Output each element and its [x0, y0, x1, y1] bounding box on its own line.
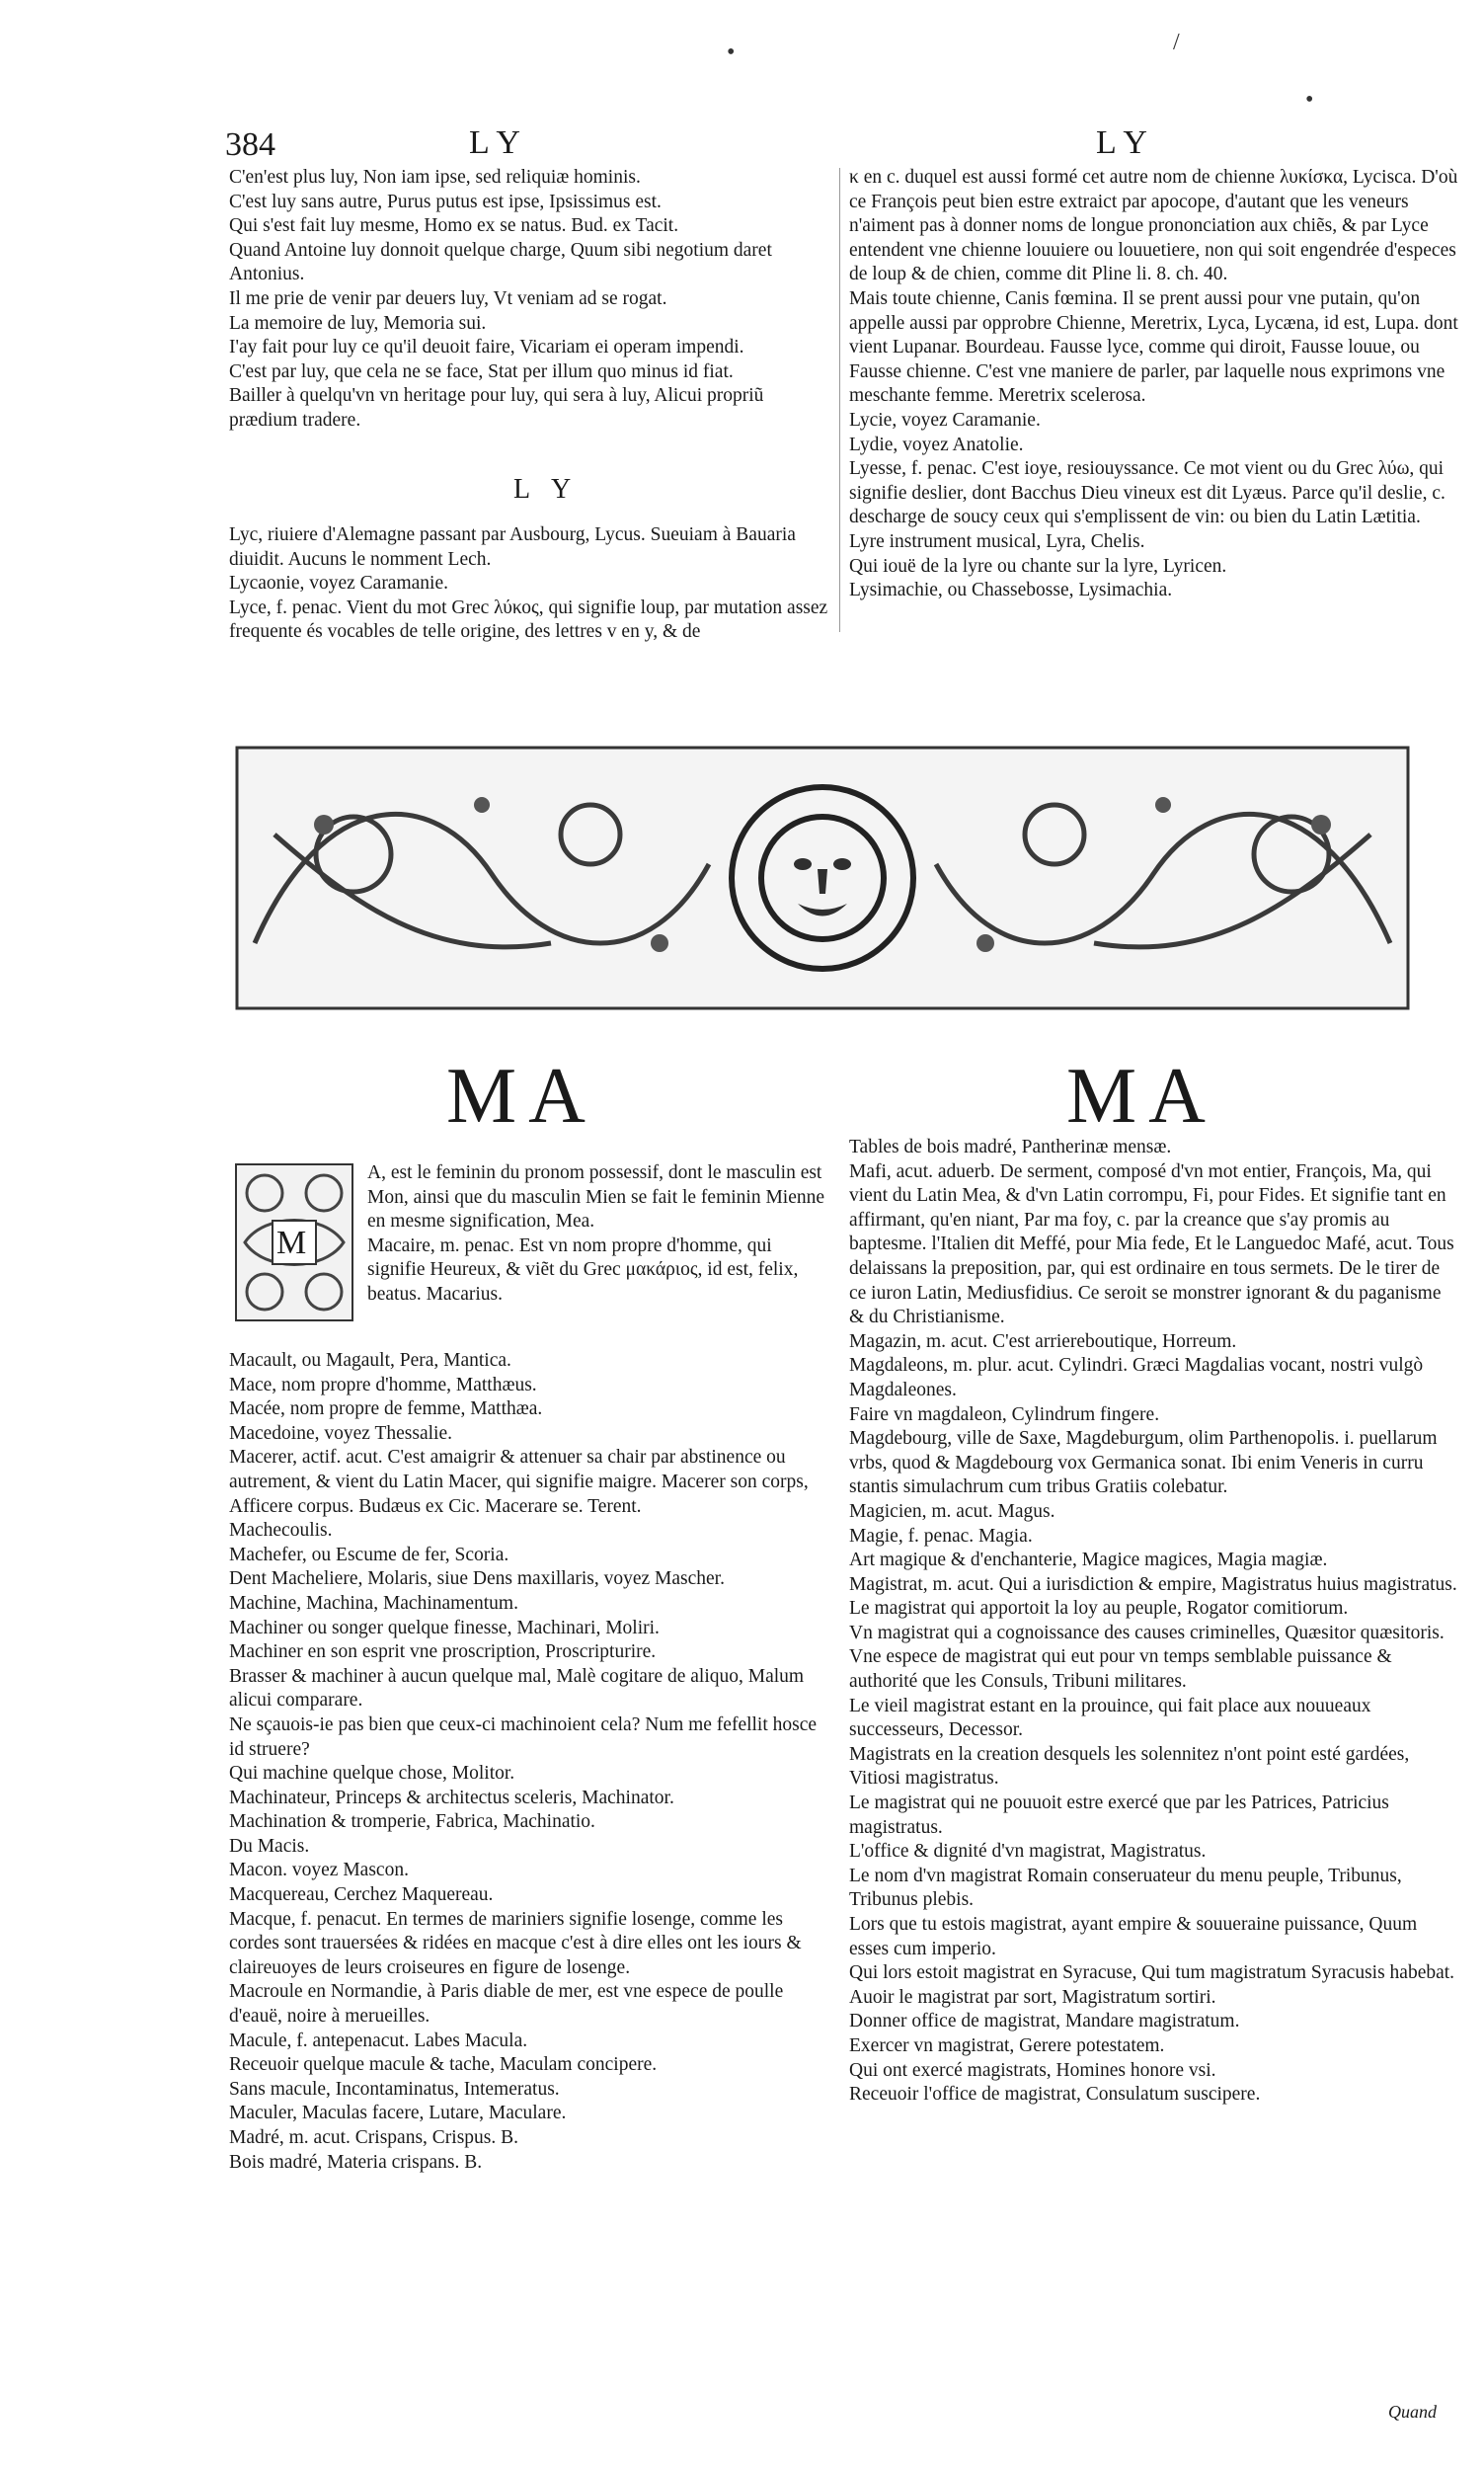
entry: Exercer vn magistrat, Gerere potestatem.	[849, 2034, 1165, 2056]
entry: κ en c. duquel est aussi formé cet autre nom de chienne λυκίσκα, Lycisca. D'où ce François peut bien estre extraict par apocope, d'autant que les veneurs n'aiment pas à donner noms de longue prononciation aux chiẽs, & par Lyce entendent vne chienne louuiere ou louuetiere, non qui soit engendrée d'especes de loup & de chien, comme dit Pline li. 8. ch. 40.	[849, 167, 1458, 285]
entry: Macedoine, voyez Thessalie.	[229, 1422, 452, 1444]
scan-dot: •	[727, 40, 736, 65]
entry: Vne espece de magistrat qui eut pour vn temps semblable puissance & authorité que les Consuls, Tribuni militares.	[849, 1646, 1392, 1693]
entry: Ne sçauois-ie pas bien que ceux-ci machinoient cela? Num me fefellit hosce id struere?	[229, 1713, 818, 1760]
scan-slash: /	[1173, 30, 1180, 55]
entry: Machination & tromperie, Fabrica, Machinatio.	[229, 1811, 595, 1833]
entry: C'est luy sans autre, Purus putus est ipse, Ipsissimus est.	[229, 191, 662, 212]
entry: Madré, m. acut. Crispans, Crispus. B.	[229, 2127, 519, 2148]
entry: Lycaonie, voyez Caramanie.	[229, 573, 448, 595]
ly-left-column	[229, 166, 831, 434]
ma-left-column	[229, 1349, 831, 2175]
entry: Macerer, actif. acut. C'est amaigrir & attenuer sa chair par abstinence ou autrement, & vient du Latin Macer, qui signifie maigre. Macerer son corps, Afficere corpus. Budæus ex Cic. Macerare se. Terent.	[229, 1447, 809, 1517]
ma-right-column	[849, 1136, 1459, 2108]
entry: Machiner en son esprit vne proscription, Proscripturire.	[229, 1641, 657, 1663]
entry: Qui s'est fait luy mesme, Homo ex se natus. Bud. ex Tacit.	[229, 215, 679, 237]
entry: Macault, ou Magault, Pera, Mantica.	[229, 1350, 511, 1371]
entry: Brasser & machiner à aucun quelque mal, Malè cogitare de aliquo, Malum alicui comparare.	[229, 1665, 805, 1712]
page-number: 384	[225, 126, 275, 163]
catchword: Quand	[1388, 2402, 1437, 2422]
section-title-left: MA	[446, 1053, 597, 1140]
column-rule	[839, 168, 840, 632]
entry: Magie, f. penac. Magia.	[849, 1525, 1033, 1547]
entry: Lydie, voyez Anatolie.	[849, 434, 1024, 455]
entry: Receuoir quelque macule & tache, Maculam concipere.	[229, 2054, 658, 2076]
entry: A, est le feminin du pronom possessif, dont le masculin est Mon, ainsi que du masculin Mien se fait le feminin Mienne en mesme signification, Mea.	[367, 1162, 825, 1233]
entry: Lyre instrument musical, Lyra, Chelis.	[849, 530, 1145, 552]
scan-dot: •	[1305, 87, 1314, 113]
entry: Vn magistrat qui a cognoissance des causes criminelles, Quæsitor quæsitoris.	[849, 1622, 1445, 1643]
entry: Macquereau, Cerchez Maquereau.	[229, 1884, 494, 1906]
section-head-ly: L Y	[513, 474, 580, 505]
entry: Macée, nom propre de femme, Matthæa.	[229, 1398, 543, 1420]
entry: Lyc, riuiere d'Alemagne passant par Ausbourg, Lycus. Sueuiam à Bauaria diuidit. Aucuns le nomment Lech.	[229, 524, 796, 570]
entry: Qui lors estoit magistrat en Syracuse, Qui tum magistratum Syracusis habebat.	[849, 1962, 1455, 1984]
entry: Magazin, m. acut. C'est arriereboutique, Horreum.	[849, 1330, 1237, 1352]
entry: L'office & dignité d'vn magistrat, Magistratus.	[849, 1841, 1207, 1863]
entry: Magicien, m. acut. Magus.	[849, 1500, 1055, 1522]
ma-intro	[367, 1161, 831, 1308]
entry: Maculer, Maculas facere, Lutare, Maculare.	[229, 2103, 567, 2124]
entry: Macaire, m. penac. Est vn nom propre d'homme, qui signifie Heureux, & viẽt du Grec μακάριος, id est, felix, beatus. Macarius.	[367, 1234, 799, 1305]
entry: Bois madré, Materia crispans. B.	[229, 2151, 483, 2173]
entry: Magistrat, m. acut. Qui a iurisdiction & empire, Magistratus huius magistratus.	[849, 1573, 1457, 1595]
entry: Lors que tu estois magistrat, ayant empire & souueraine puissance, Quum esses cum imperio.	[849, 1914, 1418, 1959]
entry: Lycie, voyez Caramanie.	[849, 409, 1041, 431]
entry: Magdaleons, m. plur. acut. Cylindri. Græci Magdalias vocant, nostri vulgò Magdaleones.	[849, 1355, 1424, 1400]
entry: Qui machine quelque chose, Molitor.	[229, 1763, 515, 1785]
entry: Du Macis.	[229, 1835, 310, 1857]
entry: Lyce, f. penac. Vient du mot Grec λύκος, qui signifie loup, par mutation assez frequente és vocables de telle origine, des lettres v en y, & de	[229, 597, 828, 643]
section-title-right: MA	[1066, 1053, 1217, 1140]
entry: Macroule en Normandie, à Paris diable de mer, est vne espece de poulle d'eauë, noire à merueilles.	[229, 1981, 784, 2028]
dropcap-letter: M	[276, 1225, 307, 1261]
entry: Machinateur, Princeps & architectus sceleris, Machinator.	[229, 1787, 674, 1808]
entry: Le magistrat qui apportoit la loy au peuple, Rogator comitiorum.	[849, 1598, 1349, 1620]
entry: Macque, f. penacut. En termes de mariniers signifie losenge, comme les cordes sont trauersées & ridées en macque c'est à dire elles ont les iours & claireuoyes de leurs croiseures en figure de losenge.	[229, 1908, 802, 1978]
entry: La memoire de luy, Memoria sui.	[229, 312, 487, 334]
entry: Machine, Machina, Machinamentum.	[229, 1592, 518, 1614]
entry: Le vieil magistrat estant en la prouince, qui fait place aux nouueaux successeurs, Decessor.	[849, 1695, 1371, 1741]
entry: Lysimachie, ou Chassebosse, Lysimachia.	[849, 580, 1173, 601]
entry: Machiner ou songer quelque finesse, Machinari, Moliri.	[229, 1617, 660, 1638]
entry: Machecoulis.	[229, 1520, 333, 1542]
entry: Sans macule, Incontaminatus, Intemeratus.	[229, 2078, 560, 2100]
ly-right-column	[849, 166, 1459, 603]
entry: Macon. voyez Mascon.	[229, 1860, 409, 1881]
entry: Tables de bois madré, Pantherinæ mensæ.	[849, 1137, 1172, 1157]
entry: Receuoir l'office de magistrat, Consulatum suscipere.	[849, 2084, 1261, 2106]
entry: C'est par luy, que cela ne se face, Stat per illum quo minus id fiat.	[229, 360, 734, 382]
entry: Faire vn magdaleon, Cylindrum fingere.	[849, 1403, 1160, 1425]
entry: Mais toute chienne, Canis fœmina. Il se prent aussi pour vne putain, qu'on appelle aussi par opprobre Chienne, Meretrix, Lyca, Lycæna, id est, Lupa. dont vient Lupanar. Bourdeau. Fausse lyce, comme qui diroit, Fausse louue, ou Fausse chienne. C'est vne maniere de parler, par laquelle nous exprimons vne meschante femme. Meretrix scelerosa.	[849, 287, 1458, 407]
entry: Qui iouë de la lyre ou chante sur la lyre, Lyricen.	[849, 555, 1227, 577]
entry: C'en'est plus luy, Non iam ipse, sed reliquiæ hominis.	[229, 167, 641, 188]
entry: Qui ont exercé magistrats, Homines honore vsi.	[849, 2059, 1216, 2081]
entry: Art magique & d'enchanterie, Magice magices, Magia magiæ.	[849, 1550, 1328, 1571]
entry: Dent Macheliere, Molaris, siue Dens maxillaris, voyez Mascher.	[229, 1568, 725, 1590]
entry: Le magistrat qui ne pouuoit estre exercé que par les Patrices, Patricius magistratus.	[849, 1792, 1389, 1838]
entry: Machefer, ou Escume de fer, Scoria.	[229, 1544, 509, 1565]
entry: Magistrats en la creation desquels les solennitez n'ont point esté gardées, Vitiosi magistratus.	[849, 1743, 1410, 1790]
entry: Magdebourg, ville de Saxe, Magdeburgum, olim Parthenopolis. i. puellarum vrbs, quod & Magdebourg vox Germanica sonat. Ibi enim Veneris in curru stantis simulachrum cum tribus Gratiis colebatur.	[849, 1428, 1438, 1498]
entry: Macule, f. antepenacut. Labes Macula.	[229, 2030, 528, 2051]
entry: Il me prie de venir par deuers luy, Vt veniam ad se rogat.	[229, 287, 667, 309]
entry: Lyesse, f. penac. C'est ioye, resiouyssance. Ce mot vient ou du Grec λύω, qui signifie deslier, dont Bacchus Dieu vineux est dit Lyæus. Parce qu'il deslie, c. descharge de soucy ceux qui s'emplissent de vin: ou bien du Latin Lætitia.	[849, 458, 1445, 528]
entry: Auoir le magistrat par sort, Magistratum sortiri.	[849, 1986, 1216, 2008]
entry: Bailler à quelqu'vn vn heritage pour luy, qui sera à luy, Alicui propriũ prædium tradere.	[229, 385, 764, 431]
running-head-left: LY	[469, 124, 530, 161]
entry: I'ay fait pour luy ce qu'il deuoit faire, Vicariam ei operam impendi.	[229, 337, 744, 358]
ornamental-banner	[235, 746, 1410, 1010]
entry: Mafi, acut. aduerb. De serment, composé d'vn mot entier, François, Ma, qui vient du Latin Mea, & d'vn Latin corrompu, Fi, pour Fides. Et signifie tant en affirmant, qu'en niant, Par ma foy, c. par la creance que s'ay promis au baptesme. l'Italien dit Meffé, pour Mia fede, Et le Languedoc Mafé, acut. Tous delaissans la preposition, par, qui est ordinaire en tous sermets. De le tirer de ce iuron Latin, Mediusfidius. Ce seroit se monstrer ignorant & du paganisme & du Christianisme.	[849, 1160, 1454, 1328]
ly-left-column-2	[229, 523, 831, 645]
entry: Mace, nom propre d'homme, Matthæus.	[229, 1374, 537, 1395]
entry: Le nom d'vn magistrat Romain conseruateur du menu peuple, Tribunus, Tribunus plebis.	[849, 1865, 1402, 1911]
entry: Quand Antoine luy donnoit quelque charge, Quum sibi negotium daret Antonius.	[229, 239, 772, 285]
running-head-right: LY	[1096, 124, 1157, 161]
entry: Donner office de magistrat, Mandare magistratum.	[849, 2011, 1240, 2032]
